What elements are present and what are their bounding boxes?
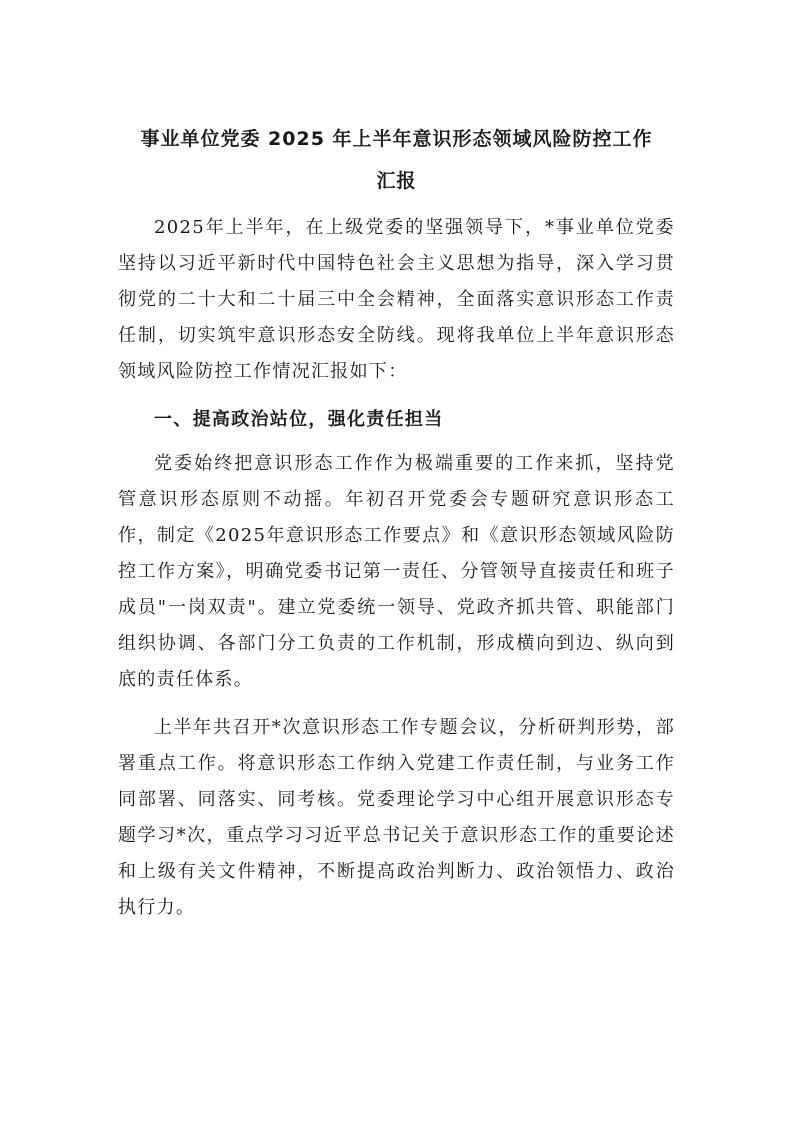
section-1-heading: 一、提高政治站位，强化责任担当 <box>154 409 444 430</box>
document-title-line-1: 事业单位党委 2025 年上半年意识形态领域风险防控工作 <box>140 128 653 150</box>
section-1-paragraph-2: 上半年共召开*次意识形态工作专题会议，分析研判形势，部署重点工作。将意识形态工作纳入党建工作责任制，与业务工作同部署、同落实、同考核。党委理论学习中心组开展意识形态专题学习*次，重点学习习近平总书记关于意识形态工作的重要论述和上级有关文件精神，不断提高政治判断力、政治领悟力、政治执行力。 <box>118 717 675 918</box>
section-1-paragraph-1: 党委始终把意识形态工作作为极端重要的工作来抓，坚持党管意识形态原则不动摇。年初召开党委会专题研究意识形态工作，制定《2025年意识形态工作要点》和《意识形态领域风险防控工作方案》，明确党委书记第一责任、分管领导直接责任和班子成员"一岗双责"。建立党委统一领导、党政齐抓共管、职能部门组织协调、各部门分工负责的工作机制，形成横向到边、纵向到底的责任体系。 <box>118 453 675 690</box>
intro-paragraph: 2025年上半年，在上级党委的坚强领导下，*事业单位党委坚持以习近平新时代中国特色社会主义思想为指导，深入学习贯彻党的二十大和二十届三中全会精神，全面落实意识形态工作责任制，切实筑牢意识形态安全防线。现将我单位上半年意识形态领域风险防控工作情况汇报如下： <box>118 217 675 382</box>
document-title <box>118 118 675 202</box>
document-title-line-2: 汇报 <box>376 170 417 192</box>
